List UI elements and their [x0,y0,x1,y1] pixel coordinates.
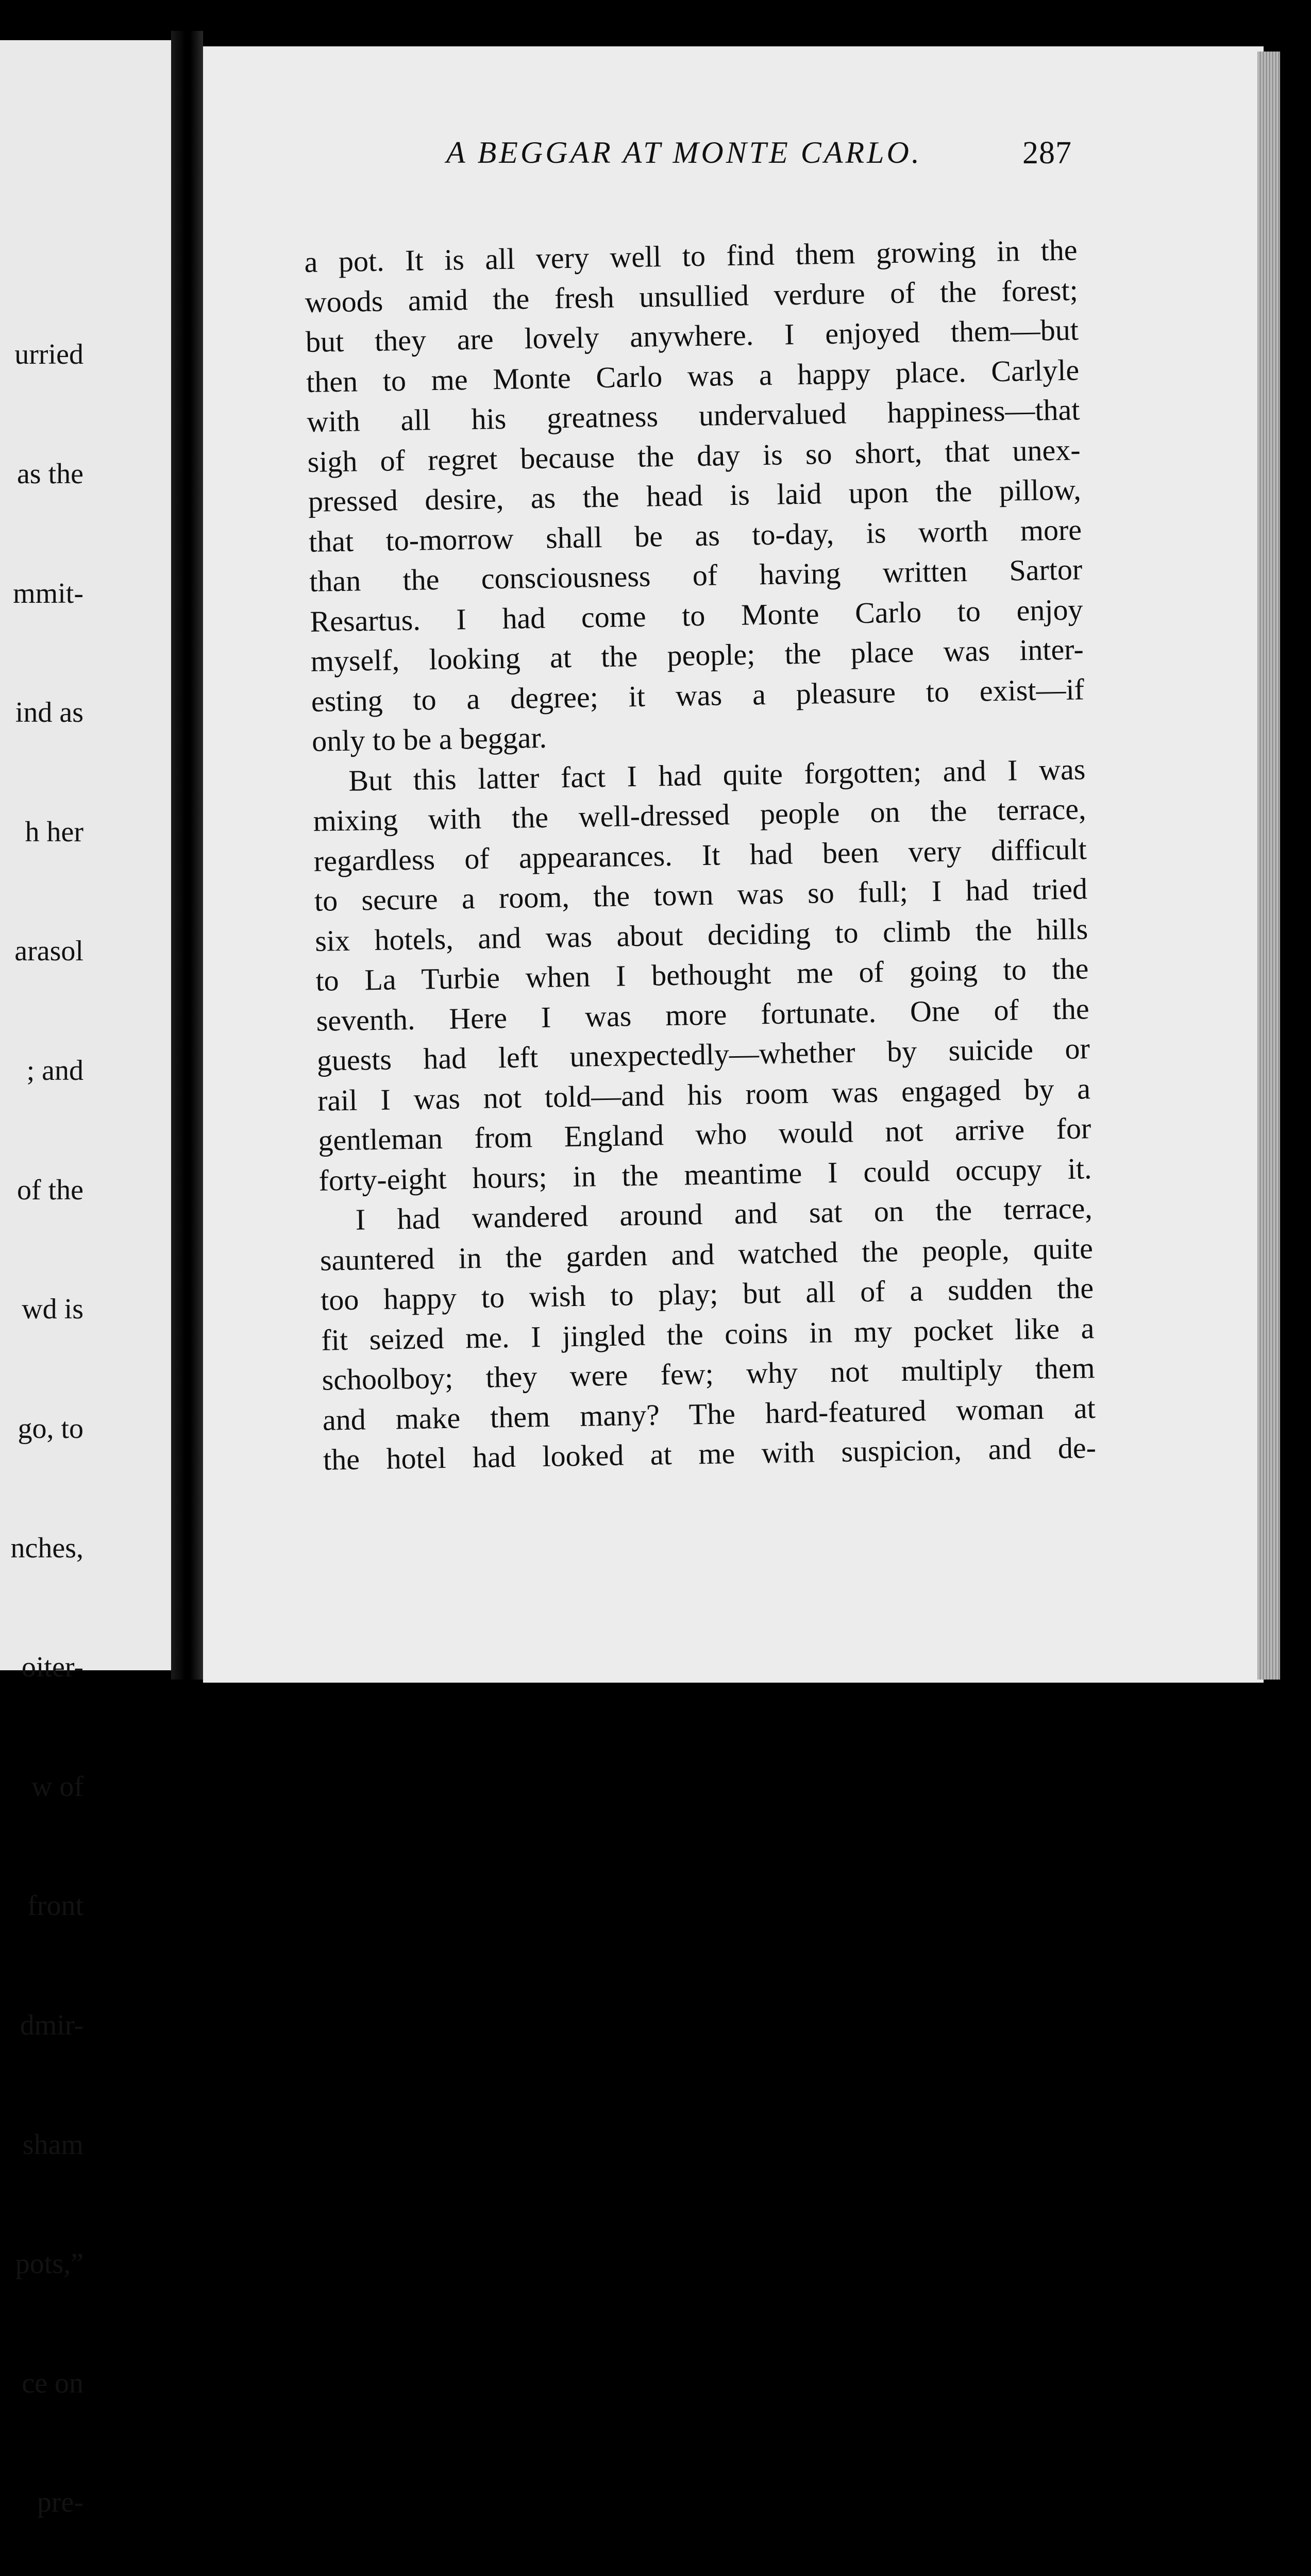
left-line: dmir- [20,2009,83,2041]
text-line: that to-morrow shall be as to-day, is worth more [308,512,1082,558]
left-line: of the [16,1174,83,1206]
text-line: rail I was not told—and his room was engaged by a [317,1071,1091,1117]
left-line: front [27,1890,83,1922]
left-line: ce on [22,2367,83,2399]
text-line: a pot. It is all very well to find them growing in the [304,233,1078,279]
left-line: h her [25,816,83,848]
left-line: wd is [22,1293,83,1326]
text-line: and make them many? The hard-featured woman at [322,1391,1096,1437]
text-line: with all his greatness undervalued happiness—that [306,393,1080,438]
text-line: sauntered in the garden and watched the people, quite [320,1231,1094,1277]
left-line: arasol [14,935,83,968]
left-line: w of [31,1770,83,1803]
text-line: to La Turbie when I bethought me of going to the [315,952,1089,997]
left-line: mmit- [13,577,83,609]
book-gutter [171,31,203,1680]
text-line: esting to a degree; it was a pleasure to exist—if [311,672,1085,718]
text-line: pressed desire, as the head is laid upon the pillow, [308,472,1082,518]
left-line: ; and [26,1055,83,1087]
text-line: guests had left unexpectedly—whether by suicide or [316,1031,1090,1077]
left-line: pots,” [15,2248,83,2280]
left-line: ind as [15,697,83,729]
left-line: pre- [37,2486,83,2519]
text-line: six hotels, and was about deciding to climb the hills [314,911,1088,958]
text-line: seventh. Here I was more fortunate. One of the [316,991,1090,1038]
text-line: Resartus. I had come to Monte Carlo to enjoy [310,592,1083,638]
text-line: mixing with the well-dressed people on the terrace, [313,792,1086,838]
left-page-text-fragments [10,256,83,2576]
text-line: too happy to wish to play; but all of a sudden the [320,1271,1094,1317]
text-line: the hotel had looked at me with suspicion, and de- [323,1431,1097,1477]
left-line: sham [22,2128,83,2161]
text-line: sigh of regret because the day is so short, that unex- [307,432,1081,479]
paragraph-first-line: I had wandered around and sat on the terrace, [355,1191,1093,1236]
text-line: only to be a beggar. [311,720,547,758]
text-line: forty-eight hours; in the meantime I could occupy it. [318,1151,1092,1197]
text-line: gentleman from England who would not arrive for [317,1111,1091,1157]
page-number: 287 [1022,135,1072,171]
text-line: woods amid the fresh unsullied verdure of the forest; [305,273,1079,319]
left-line: urried [14,338,83,371]
text-line: regardless of appearances. It had been very difficult [313,832,1087,878]
page-edge-stack [1257,52,1280,1680]
left-line: oiter- [21,1651,83,1684]
text-line: schoolboy; they were few; why not multiply them [322,1351,1096,1397]
page-body-text [304,230,1097,1480]
paragraph-first-line: But this latter fact I had quite forgotten; and I was [348,752,1086,798]
left-line: as the [16,458,83,490]
text-line: fit seized me. I jingled the coins in my pocket like a [321,1311,1095,1357]
left-line: nches, [10,1532,83,1564]
text-line: but they are lovely anywhere. I enjoyed them—but [305,313,1079,359]
left-line: go, to [18,1412,83,1445]
text-line: then to me Monte Carlo was a happy place. Carlyle [306,352,1080,399]
text-line: than the consciousness of having written Sartor [309,552,1083,598]
left-facing-page [0,40,171,2519]
text-line: to secure a room, the town was so full; I had tried [314,872,1088,918]
text-line: myself, looking at the people; the place was inter- [310,632,1084,678]
running-title: A BEGGAR AT MONTE CARLO. [446,135,922,170]
